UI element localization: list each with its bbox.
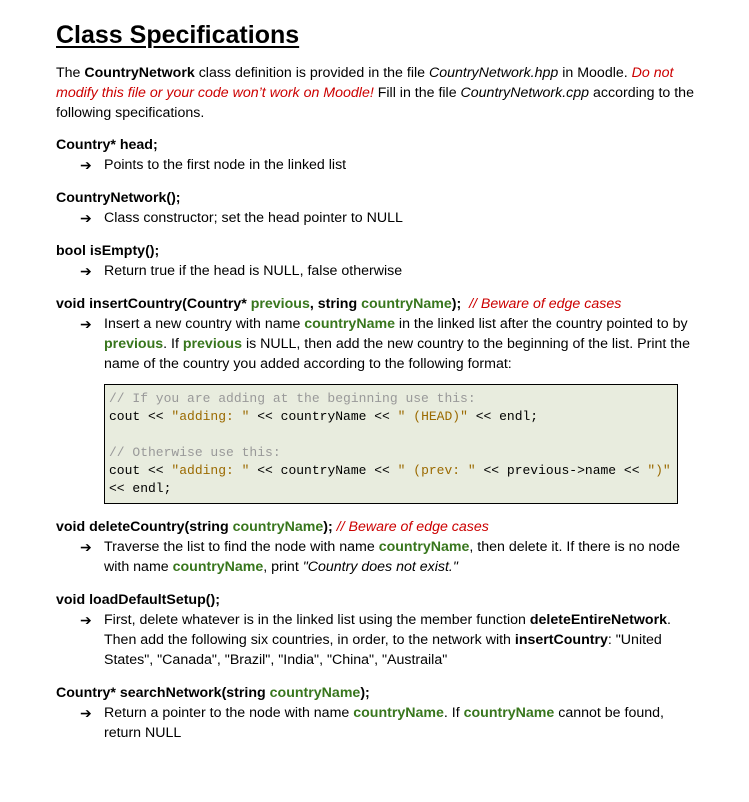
code-line <box>109 462 679 498</box>
arrow-icon: ➔ <box>80 539 92 555</box>
intro-text: according to the following specifications. <box>56 85 694 121</box>
param-previous: previous <box>104 336 164 352</box>
bullet-item <box>56 314 696 374</box>
section-delete-country <box>56 517 696 577</box>
text: , print <box>263 559 303 575</box>
function-name: deleteEntireNetwork <box>529 612 668 628</box>
signature-text: Country* searchNetwork(string <box>56 685 270 701</box>
bullet-text: Return true if the head is NULL, false otherwise <box>104 263 403 279</box>
bullet-text <box>104 537 696 577</box>
text: Traverse the list to find the node with name <box>104 539 379 555</box>
param-country-name: countryName <box>232 519 324 535</box>
text: . If <box>443 705 464 721</box>
param-country-name: countryName <box>353 705 444 721</box>
bullet-item <box>56 537 696 577</box>
code-blank-line <box>109 426 671 444</box>
arrow-icon: ➔ <box>80 210 92 226</box>
section-constructor <box>56 188 696 228</box>
code-string: "adding: " <box>171 463 250 478</box>
code-block <box>104 384 678 504</box>
text: : "United States", "Canada", "Brazil", "India", "China", "Austraila" <box>104 632 662 668</box>
section-insert-country <box>56 294 696 504</box>
code-string: ")" <box>647 463 671 478</box>
hpp-filename: CountryNetwork.hpp <box>428 65 559 81</box>
bullet-text <box>104 314 696 374</box>
intro-text: in Moodle. <box>558 65 632 81</box>
section-load-default-setup <box>56 590 696 670</box>
code-token: << previous->name << <box>475 463 648 478</box>
param-country-name: countryName <box>172 559 264 575</box>
signature-text: ); <box>451 296 462 312</box>
function-name: insertCountry <box>514 632 608 648</box>
arrow-icon: ➔ <box>80 316 92 332</box>
arrow-icon: ➔ <box>80 705 92 721</box>
code-string: " (HEAD)" <box>397 409 468 424</box>
section-title: bool isEmpty(); <box>56 243 160 259</box>
param-country-name: countryName <box>304 316 395 332</box>
code-token: << endl; <box>109 463 679 496</box>
text: is NULL, then add the new country to the beginning of the list. Print the name of the country you added according to the following format: <box>104 336 690 372</box>
signature-text: ); <box>323 519 333 535</box>
bullet-item <box>56 610 696 670</box>
param-country-name: countryName <box>378 539 470 555</box>
bullet-item <box>56 261 696 281</box>
param-country-name: countryName <box>269 685 361 701</box>
code-comment: // If you are adding at the beginning use this: <box>109 391 476 406</box>
class-name: CountryNetwork <box>84 65 195 81</box>
intro-text: Fill in the file <box>373 85 461 101</box>
bullet-item <box>56 703 696 743</box>
section-search-network <box>56 683 696 743</box>
section-title <box>56 517 696 537</box>
param-previous: previous <box>250 296 310 312</box>
code-string: " (prev: " <box>397 463 476 478</box>
error-message: "Country does not exist." <box>302 559 458 575</box>
cpp-filename: CountryNetwork.cpp <box>460 85 590 101</box>
signature-text: void deleteCountry(string <box>56 519 233 535</box>
bullet-item <box>56 155 696 175</box>
bullet-item <box>56 208 696 228</box>
document-page <box>56 18 696 756</box>
text: cannot be found, return NULL <box>104 705 664 741</box>
code-token: cout << <box>109 409 172 424</box>
bullet-text: Class constructor; set the head pointer to NULL <box>104 210 403 226</box>
section-title <box>56 683 696 703</box>
section-title <box>56 294 696 314</box>
code-token: << endl; <box>467 409 539 424</box>
text: Insert a new country with name <box>104 316 305 332</box>
text: . If <box>163 336 183 352</box>
arrow-icon: ➔ <box>80 263 92 279</box>
code-line <box>109 408 671 426</box>
bullet-text <box>104 610 696 670</box>
text: . Then add the following six countries, in order, to the network with <box>104 612 671 648</box>
intro-paragraph <box>56 63 696 123</box>
signature-text: , string <box>309 296 362 312</box>
warning-text: Do not modify this file or your code won’t work on Moodle! <box>56 65 674 101</box>
param-previous: previous <box>182 336 242 352</box>
text: in the linked list after the country pointed to by <box>394 316 688 332</box>
intro-text: The <box>56 65 85 81</box>
arrow-icon: ➔ <box>80 612 92 628</box>
bullet-text <box>104 703 696 743</box>
code-token: << countryName << <box>249 409 398 424</box>
signature-text: void insertCountry(Country* <box>56 296 251 312</box>
bullet-text: Points to the first node in the linked list <box>104 157 347 173</box>
section-title: Country* head; <box>56 137 158 153</box>
page-title: Class Specifications <box>56 21 300 49</box>
param-country-name: countryName <box>361 296 452 312</box>
text: Return a pointer to the node with name <box>104 705 354 721</box>
section-is-empty <box>56 241 696 281</box>
signature-text: ); <box>360 685 370 701</box>
text: First, delete whatever is in the linked list using the member function <box>104 612 530 628</box>
edge-case-comment: // Beware of edge cases <box>469 296 622 312</box>
section-title: CountryNetwork(); <box>56 190 181 206</box>
code-token: << countryName << <box>249 463 398 478</box>
code-token: cout << <box>109 463 172 478</box>
section-title: void loadDefaultSetup(); <box>56 592 220 608</box>
arrow-icon: ➔ <box>80 157 92 173</box>
intro-text: class definition is provided in the file <box>194 65 429 81</box>
code-comment: // Otherwise use this: <box>109 445 281 460</box>
edge-case-comment: // Beware of edge cases <box>336 519 489 535</box>
section-head-pointer <box>56 135 696 175</box>
param-country-name: countryName <box>463 705 555 721</box>
text: , then delete it. If there is no node with name <box>104 539 680 575</box>
code-string: "adding: " <box>171 409 250 424</box>
